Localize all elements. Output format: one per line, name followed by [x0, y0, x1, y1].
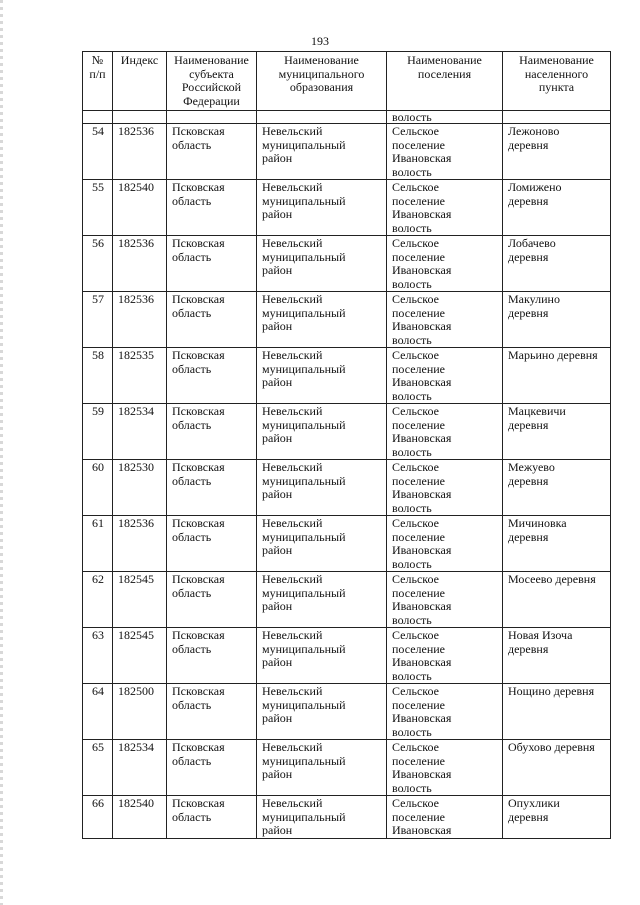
header-number: № п/п — [83, 52, 113, 111]
cell-municipality: Невельский муниципальный район — [257, 740, 387, 796]
cell-region: Псковская область — [167, 292, 257, 348]
cell-municipality: Невельский муниципальный район — [257, 684, 387, 740]
cell-index: 182530 — [113, 460, 167, 516]
carry-over-settlement: волость — [387, 111, 503, 124]
cell-region: Псковская область — [167, 180, 257, 236]
cell-locality: Мосеево деревня — [503, 572, 611, 628]
cell-number: 66 — [83, 796, 113, 839]
cell-locality: Мацкевичи деревня — [503, 404, 611, 460]
table-row — [83, 740, 611, 796]
cell-settlement: Сельское поселение Ивановская волость — [387, 348, 503, 404]
settlements-table — [82, 51, 611, 839]
cell-locality: Межуево деревня — [503, 460, 611, 516]
cell-index: 182540 — [113, 796, 167, 839]
cell-locality: Обухово деревня — [503, 740, 611, 796]
cell-settlement: Сельское поселение Ивановская волость — [387, 124, 503, 180]
carry-over-empty-cell — [257, 111, 387, 124]
cell-settlement: Сельское поселение Ивановская волость — [387, 292, 503, 348]
header-settlement: Наименование поселения — [387, 52, 503, 111]
cell-number: 55 — [83, 180, 113, 236]
cell-index: 182536 — [113, 292, 167, 348]
cell-locality: Лобачево деревня — [503, 236, 611, 292]
cell-municipality: Невельский муниципальный район — [257, 628, 387, 684]
header-locality: Наименование населенного пункта — [503, 52, 611, 111]
cell-number: 59 — [83, 404, 113, 460]
cell-number: 60 — [83, 460, 113, 516]
cell-index: 182534 — [113, 740, 167, 796]
cell-settlement: Сельское поселение Ивановская волость — [387, 628, 503, 684]
cell-locality: Лежоново деревня — [503, 124, 611, 180]
cell-region: Псковская область — [167, 124, 257, 180]
cell-municipality: Невельский муниципальный район — [257, 796, 387, 839]
cell-municipality: Невельский муниципальный район — [257, 124, 387, 180]
cell-index: 182545 — [113, 628, 167, 684]
cell-index: 182536 — [113, 124, 167, 180]
table-row — [83, 180, 611, 236]
page-number: 193 — [311, 34, 329, 48]
cell-municipality: Невельский муниципальный район — [257, 292, 387, 348]
cell-locality: Марьино деревня — [503, 348, 611, 404]
scan-edge-decoration — [0, 0, 3, 905]
table-row — [83, 236, 611, 292]
table-header-row — [83, 52, 611, 111]
cell-municipality: Невельский муниципальный район — [257, 516, 387, 572]
cell-index: 182545 — [113, 572, 167, 628]
cell-region: Псковская область — [167, 404, 257, 460]
carry-over-empty-cell — [113, 111, 167, 124]
cell-locality: Макулино деревня — [503, 292, 611, 348]
table-body — [83, 111, 611, 839]
cell-number: 56 — [83, 236, 113, 292]
cell-index: 182534 — [113, 404, 167, 460]
cell-locality: Новая Изоча деревня — [503, 628, 611, 684]
table-row — [83, 572, 611, 628]
table-row — [83, 404, 611, 460]
table-row — [83, 124, 611, 180]
cell-number: 61 — [83, 516, 113, 572]
cell-settlement: Сельское поселение Ивановская — [387, 796, 503, 839]
carry-over-empty-cell — [167, 111, 257, 124]
cell-locality: Нощино деревня — [503, 684, 611, 740]
header-region: Наименование субъекта Российской Федерации — [167, 52, 257, 111]
cell-settlement: Сельское поселение Ивановская волость — [387, 180, 503, 236]
cell-settlement: Сельское поселение Ивановская волость — [387, 236, 503, 292]
cell-municipality: Невельский муниципальный район — [257, 180, 387, 236]
cell-index: 182536 — [113, 516, 167, 572]
cell-municipality: Невельский муниципальный район — [257, 572, 387, 628]
cell-region: Псковская область — [167, 516, 257, 572]
cell-settlement: Сельское поселение Ивановская волость — [387, 460, 503, 516]
cell-region: Псковская область — [167, 572, 257, 628]
cell-number: 62 — [83, 572, 113, 628]
cell-settlement: Сельское поселение Ивановская волость — [387, 404, 503, 460]
cell-index: 182536 — [113, 236, 167, 292]
header-municipality: Наименование муниципального образования — [257, 52, 387, 111]
table-row — [83, 292, 611, 348]
table-row — [83, 628, 611, 684]
cell-index: 182540 — [113, 180, 167, 236]
table-row — [83, 684, 611, 740]
cell-number: 64 — [83, 684, 113, 740]
cell-locality: Мичиновка деревня — [503, 516, 611, 572]
cell-index: 182535 — [113, 348, 167, 404]
cell-locality: Опухлики деревня — [503, 796, 611, 839]
cell-municipality: Невельский муниципальный район — [257, 404, 387, 460]
cell-region: Псковская область — [167, 628, 257, 684]
cell-index: 182500 — [113, 684, 167, 740]
cell-region: Псковская область — [167, 740, 257, 796]
cell-settlement: Сельское поселение Ивановская волость — [387, 572, 503, 628]
cell-settlement: Сельское поселение Ивановская волость — [387, 516, 503, 572]
cell-number: 57 — [83, 292, 113, 348]
cell-region: Псковская область — [167, 796, 257, 839]
cell-region: Псковская область — [167, 684, 257, 740]
cell-settlement: Сельское поселение Ивановская волость — [387, 740, 503, 796]
table-row — [83, 516, 611, 572]
cell-municipality: Невельский муниципальный район — [257, 460, 387, 516]
carry-over-empty-cell — [503, 111, 611, 124]
cell-region: Псковская область — [167, 236, 257, 292]
table-row — [83, 460, 611, 516]
cell-municipality: Невельский муниципальный район — [257, 236, 387, 292]
carry-over-row — [83, 111, 611, 124]
table-row — [83, 796, 611, 839]
carry-over-empty-cell — [83, 111, 113, 124]
table-row — [83, 348, 611, 404]
header-index: Индекс — [113, 52, 167, 111]
cell-number: 54 — [83, 124, 113, 180]
cell-locality: Ломижено деревня — [503, 180, 611, 236]
cell-municipality: Невельский муниципальный район — [257, 348, 387, 404]
cell-settlement: Сельское поселение Ивановская волость — [387, 684, 503, 740]
cell-region: Псковская область — [167, 460, 257, 516]
cell-number: 63 — [83, 628, 113, 684]
cell-number: 65 — [83, 740, 113, 796]
cell-region: Псковская область — [167, 348, 257, 404]
cell-number: 58 — [83, 348, 113, 404]
